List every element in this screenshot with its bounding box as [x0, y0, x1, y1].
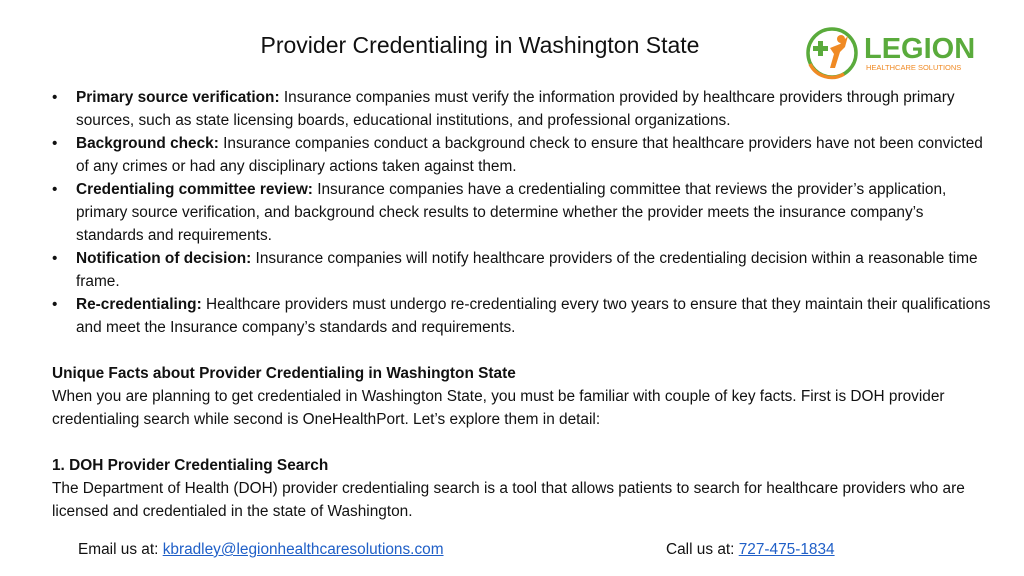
logo-icon: [808, 29, 856, 77]
legion-logo: [804, 22, 1004, 84]
bullet-icon: •: [52, 250, 58, 267]
section-body: The Department of Health (DOH) provider credentialing search is a tool that allows patients to search for healthcare providers who are licensed and credentialed in the state of Washington.: [52, 480, 965, 520]
email-contact: [78, 538, 444, 561]
bullet-text: Insurance companies must verify the information provided by healthcare providers through primary sources, such as state licensing boards, educational institutions, and professional organizations.: [76, 89, 955, 129]
bullet-icon: •: [52, 135, 58, 152]
list-item: [52, 132, 992, 178]
list-item: [52, 247, 992, 293]
logo-tagline: HEALTHCARE SOLUTIONS: [866, 63, 962, 72]
bullet-text: Insurance companies will notify healthcare providers of the credentialing decision within a reasonable time frame.: [76, 250, 978, 290]
bullet-icon: •: [52, 296, 58, 313]
list-item: [52, 178, 992, 247]
list-item: [52, 86, 992, 132]
bullet-text: Healthcare providers must undergo re-credentialing every two years to ensure that they maintain their qualifications and meet the Insurance company’s standards and requirements.: [76, 296, 991, 336]
bullet-text: Insurance companies conduct a background check to ensure that healthcare providers have not been convicted of any crimes or had any disciplinary actions taken against them.: [76, 135, 983, 175]
phone-link[interactable]: 727-475-1834: [738, 541, 835, 558]
bullet-label: Credentialing committee review:: [76, 181, 313, 198]
bullet-label: Notification of decision:: [76, 250, 252, 267]
doh-search-section: [52, 454, 992, 523]
email-link[interactable]: kbradley@legionhealthcaresolutions.com: [162, 541, 444, 558]
section-heading: Unique Facts about Provider Credentialing in Washington State: [52, 365, 516, 382]
bullet-label: Re-credentialing:: [76, 296, 202, 313]
bullet-icon: •: [52, 89, 58, 106]
unique-facts-section: [52, 362, 992, 431]
list-item: [52, 293, 992, 339]
section-heading: 1. DOH Provider Credentialing Search: [52, 457, 329, 474]
email-label: Email us at:: [78, 541, 163, 558]
bullet-text: Insurance companies have a credentialing committee that reviews the provider’s application, primary source verification, and background check results to determine whether the provider meets the insurance company’s standards and requirements.: [76, 181, 947, 244]
page-title: Provider Credentialing in Washington State: [260, 32, 700, 58]
bullet-icon: •: [52, 181, 58, 198]
logo-name: LEGION: [864, 33, 976, 65]
section-body: When you are planning to get credentialed in Washington State, you must be familiar with couple of key facts. First is DOH provider credentialing search while second is OneHealthPort. Let’s explore them in detail:: [52, 388, 945, 428]
credentialing-steps-list: [52, 86, 992, 339]
bullet-label: Primary source verification:: [76, 89, 280, 106]
phone-contact: [666, 538, 835, 561]
bullet-label: Background check:: [76, 135, 219, 152]
call-label: Call us at:: [666, 541, 739, 558]
